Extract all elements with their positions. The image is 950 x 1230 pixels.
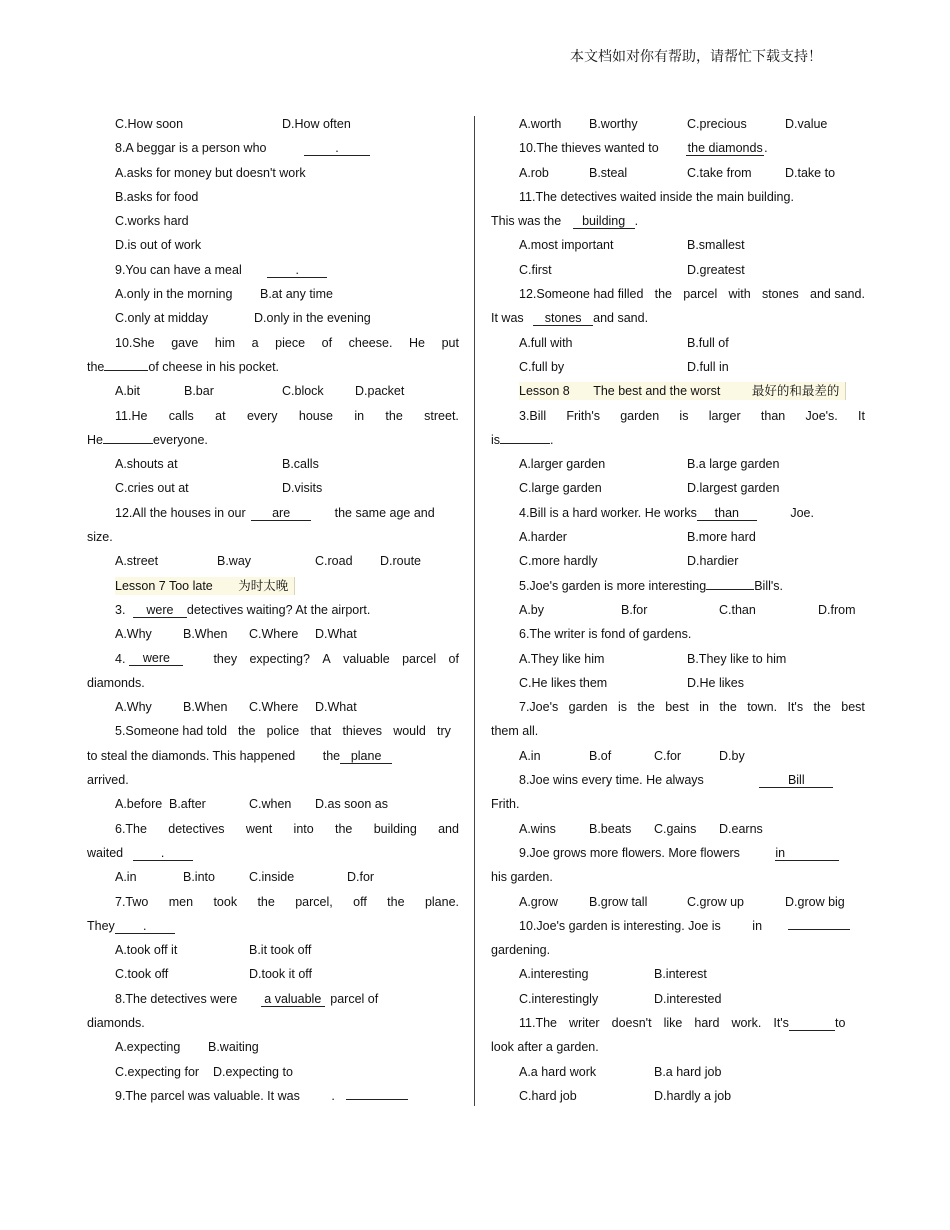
r-q11-line2: This was the building . <box>491 214 639 229</box>
l8-q5-options: A.by B.for C.than D.from <box>519 602 856 617</box>
answer-blank: . <box>115 919 175 934</box>
l7-q4: 4. were they expecting? A valuable parcel of <box>115 651 459 666</box>
l7-q7-options-ab: A.took off it B.it took off <box>115 943 312 958</box>
q8-option-c: C.works hard <box>115 214 189 229</box>
r-q12-options-cd: C.full by D.full in <box>519 359 729 374</box>
l8-q9: 9.Joe grows more flowers. More flowers in <box>491 841 865 865</box>
l7-q3-options: A.Why B.When C.Where D.What <box>115 627 357 642</box>
l8-q5: 5.Joe's garden is more interesting Bill's. <box>491 574 865 598</box>
left-column <box>87 112 459 1108</box>
l8-q3-line2: is . <box>491 428 865 452</box>
answer-blank: . <box>304 141 370 156</box>
l7-q8-options-ab: A.expecting B.waiting <box>115 1040 259 1055</box>
r-q12: 12.Someone had filled the parcel with stones and sand. <box>519 287 865 302</box>
q10-options: A.bit B.bar C.block D.packet <box>115 384 405 399</box>
answer-blank: than <box>697 506 757 521</box>
q9-options-ab: A.only in the morning B.at any time <box>115 287 333 302</box>
l7-q5-options: A.before B.after C.when D.as soon as <box>115 797 388 812</box>
q12-question: 12.All the houses in our are the same age and <box>115 505 435 520</box>
l8-q11-options-ab: A.a hard work B.a hard job <box>519 1064 722 1079</box>
l7-q5-line3: arrived. <box>87 773 129 788</box>
l7-q8-options-cd: C.expecting for D.expecting to <box>115 1064 293 1079</box>
l8-q3: 3.Bill Frith's garden is larger than Joe's. It <box>519 408 865 423</box>
l8-q9-options: A.grow B.grow tall C.grow up D.grow big <box>519 894 845 909</box>
l8-q11-options-cd: C.hard job D.hardly a job <box>519 1088 732 1103</box>
r-q12-line2: It was stones and sand. <box>491 311 649 326</box>
page-header: 本文档如对你有帮助，请帮忙下载支持！ <box>570 49 822 65</box>
q8-question: 8.A beggar is a person who . <box>87 136 459 160</box>
l8-q7-options: A.in B.of C.for D.by <box>519 748 745 763</box>
l8-q4-options-cd: C.more hardly D.hardier <box>519 554 739 569</box>
l7-q7-line2: They . <box>87 914 459 938</box>
l8-q9-line2: his garden. <box>491 870 553 885</box>
l8-q10-line2: gardening. <box>491 943 551 958</box>
q12-options: A.street B.way C.road D.route <box>115 554 421 569</box>
column-divider <box>474 116 475 1106</box>
l7-q6: 6.The detectives went into the building and <box>115 821 459 836</box>
q9-options-cd: C.only at midday D.only in the evening <box>115 311 371 326</box>
l8-q8-options: A.wins B.beats C.gains D.earns <box>519 821 763 836</box>
l8-q6: 6.The writer is fond of gardens. <box>519 627 692 642</box>
answer-blank <box>103 429 153 444</box>
q11-line2: He everyone. <box>87 428 459 452</box>
q7-options: C.How soon D.How often <box>115 117 351 131</box>
answer-blank <box>104 356 148 371</box>
q11-question: 11.He calls at every house in the street. <box>115 408 459 423</box>
l8-q3-options-ab: A.larger garden B.a large garden <box>519 457 780 472</box>
l8-q6-options-ab: A.They like him B.They like to him <box>519 651 787 666</box>
answer-blank: were <box>129 651 183 666</box>
answer-blank <box>788 915 850 930</box>
q8-option-a: A.asks for money but doesn't work <box>115 165 306 180</box>
l7-q7: 7.Two men took the parcel, off the plane. <box>115 894 459 909</box>
answer-blank: in <box>775 846 839 861</box>
r-q11-options-cd: C.first D.greatest <box>519 262 745 277</box>
l8-q11: 11.The writer doesn't like hard work. It's to <box>519 1015 846 1030</box>
answer-blank <box>500 429 550 444</box>
answer-blank: stones <box>533 311 593 326</box>
l8-q4: 4.Bill is a hard worker. He works than Joe. <box>519 505 814 520</box>
l8-q7: 7.Joe's garden is the best in the town. It's the best <box>519 700 865 715</box>
q11-options-ab: A.shouts at B.calls <box>115 457 319 472</box>
l7-q4-line2: diamonds. <box>87 675 145 690</box>
l8-q8: 8.Joe wins every time. He always Bill <box>491 768 865 792</box>
answer-blank: . <box>267 263 327 278</box>
l8-q8-line2: Frith. <box>491 797 520 812</box>
l7-q6-line2: waited . <box>87 841 459 865</box>
q10-line2: the of cheese in his pocket. <box>87 355 459 379</box>
l8-q7-line2: them all. <box>491 724 539 739</box>
answer-blank <box>346 1085 408 1100</box>
answer-blank: . <box>133 846 193 861</box>
l8-q6-options-cd: C.He likes them D.He likes <box>519 675 744 690</box>
l7-q5: 5.Someone had told the police that thieves would try <box>115 724 451 739</box>
l7-q8: 8.The detectives were a valuable parcel of <box>115 991 379 1006</box>
answer-blank: building <box>573 214 635 229</box>
l7-q6-options: A.in B.into C.inside D.for <box>115 870 375 885</box>
lesson8-title: Lesson 8 The best and the worst 最好的和最差的 <box>491 379 865 403</box>
l7-q9: 9.The parcel was valuable. It was . <box>87 1084 459 1108</box>
q12-line2: size. <box>87 530 113 545</box>
l7-q4-options: A.Why B.When C.Where D.What <box>115 700 357 715</box>
r-q11-options-ab: A.most important B.smallest <box>519 238 745 253</box>
answer-blank: were <box>133 603 187 618</box>
answer-blank: the diamonds <box>687 141 763 156</box>
q11-options-cd: C.cries out at D.visits <box>115 481 323 496</box>
l8-q10-options-ab: A.interesting B.interest <box>519 967 707 982</box>
q8-option-d: D.is out of work <box>115 238 202 253</box>
r-q12-options-ab: A.full with B.full of <box>519 335 729 350</box>
answer-blank <box>706 575 754 590</box>
answer-blank: are <box>251 506 311 521</box>
l7-q8-line2: diamonds. <box>87 1015 145 1030</box>
answer-blank: plane <box>340 749 392 764</box>
r-q10: 10.The thieves wanted to the diamonds. <box>519 141 768 156</box>
l8-q10: 10.Joe's garden is interesting. Joe is in <box>491 914 865 938</box>
answer-blank <box>789 1016 835 1031</box>
answer-blank: Bill <box>759 773 833 788</box>
q8-option-b: B.asks for food <box>115 189 199 204</box>
l7-q3: 3. were detectives waiting? At the airport. <box>115 602 371 617</box>
q9-options: A.worth B.worthy C.precious D.value <box>519 117 828 131</box>
q9-question: 9.You can have a meal . <box>87 258 459 282</box>
answer-blank: a valuable <box>261 992 325 1007</box>
l7-q5-line2: to steal the diamonds. This happened the plane <box>87 744 459 768</box>
l8-q3-options-cd: C.large garden D.largest garden <box>519 481 780 496</box>
l8-q11-line2: look after a garden. <box>491 1040 599 1055</box>
l8-q4-options-ab: A.harder B.more hard <box>519 530 756 545</box>
q10-question: 10.She gave him a piece of cheese. He put <box>115 335 459 350</box>
right-column <box>491 112 865 1108</box>
l8-q10-options-cd: C.interestingly D.interested <box>519 991 722 1006</box>
l7-q7-options-cd: C.took off D.took it off <box>115 967 312 982</box>
r-q10-options: A.rob B.steal C.take from D.take to <box>519 165 836 180</box>
lesson7-title: Lesson 7 Too late 为时太晚 <box>87 574 459 598</box>
r-q11: 11.The detectives waited inside the main building. <box>519 189 794 204</box>
